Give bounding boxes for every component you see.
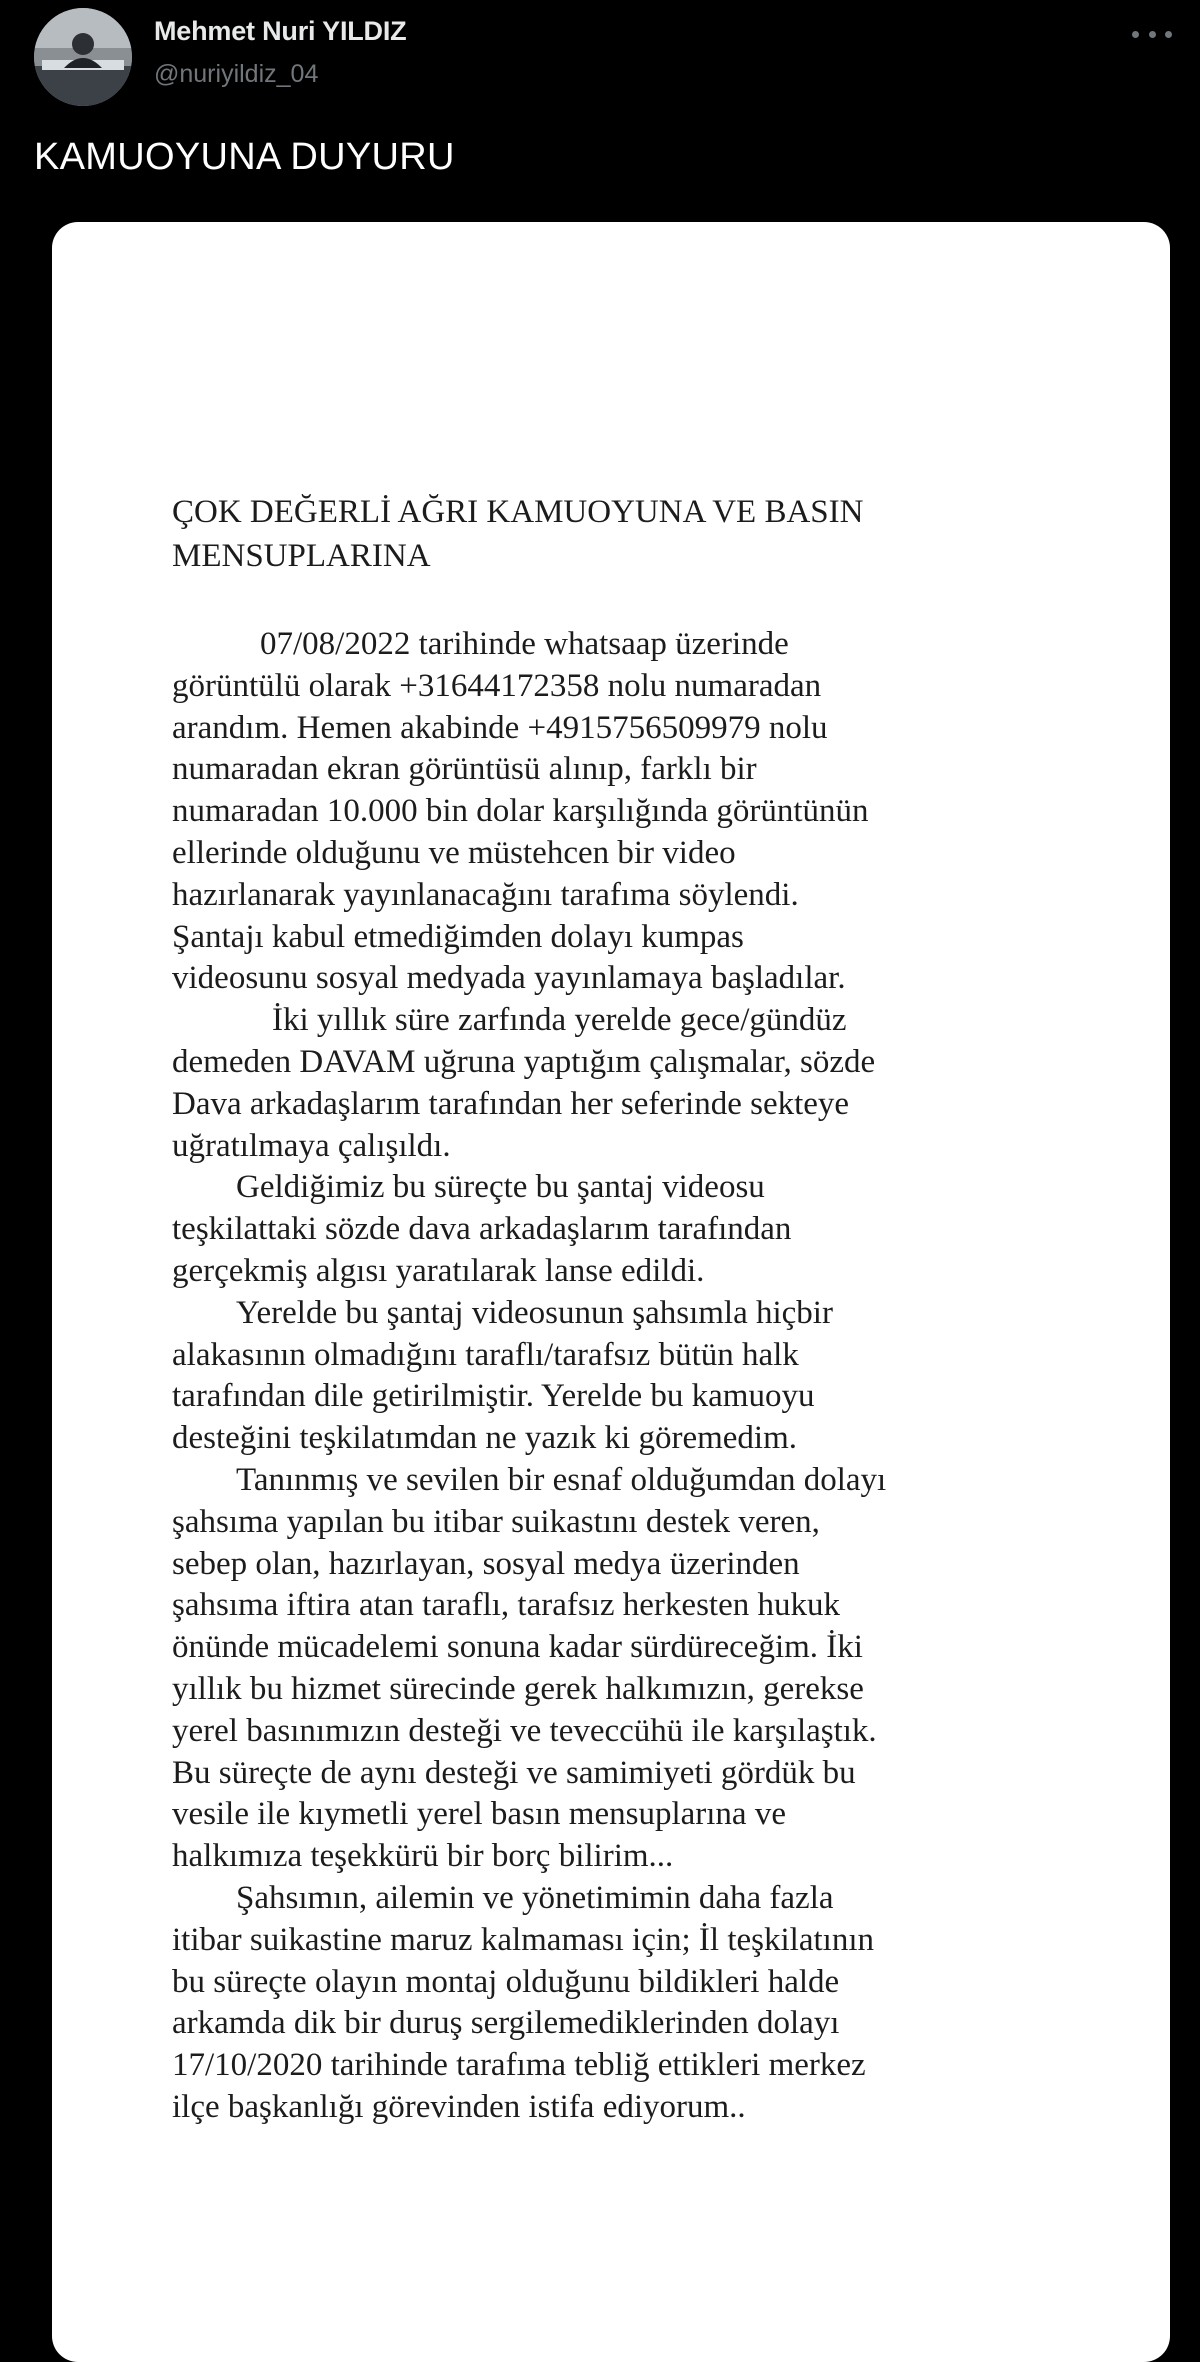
letter-line: 07/08/2022 tarihinde whatsaap üzerinde bbox=[260, 626, 789, 662]
more-options-button[interactable] bbox=[1132, 22, 1172, 46]
letter-line: önünde mücadelemi sonuna kadar sürdüreceğim. İki bbox=[172, 1629, 863, 1666]
letter-line: şahsıma iftira atan taraflı, tarafsız herkesten hukuk bbox=[172, 1587, 840, 1624]
letter-line: görüntülü olarak +31644172358 nolu numaradan bbox=[172, 667, 822, 704]
letter-line: yerel basınımızın desteği ve teveccühü ile karşılaştık. bbox=[172, 1712, 877, 1749]
letter-line: uğratılmaya çalışıldı. bbox=[172, 1127, 451, 1164]
letter-line: Bu süreçte de aynı desteği ve samimiyeti gördük bu bbox=[172, 1754, 856, 1791]
letter-heading-line: ÇOK DEĞERLİ AĞRI KAMUOYUNA VE BASIN bbox=[172, 494, 864, 530]
user-handle[interactable]: @nuriyildiz_04 bbox=[154, 60, 319, 88]
letter-line: Şahsımın, ailemin ve yönetimimin daha fazla bbox=[236, 1879, 834, 1916]
avatar-image bbox=[34, 8, 132, 106]
letter-line: Şantajı kabul etmediğimden dolayı kumpas bbox=[172, 918, 744, 955]
letter-line: sebep olan, hazırlayan, sosyal medya üzerinden bbox=[172, 1545, 800, 1582]
letter-line: yıllık bu hizmet sürecinde gerek halkımızın, gerekse bbox=[172, 1670, 864, 1707]
tweet-text: KAMUOYUNA DUYURU bbox=[34, 136, 455, 178]
letter-line: demeden DAVAM uğruna yaptığım çalışmalar, sözde bbox=[172, 1043, 876, 1080]
letter-line: arandım. Hemen akabinde +4915756509979 nolu bbox=[172, 709, 828, 746]
tweet-image[interactable] bbox=[52, 222, 1170, 2362]
letter-line: teşkilattaki sözde dava arkadaşlarım tarafından bbox=[172, 1211, 792, 1248]
letter-line: alakasının olmadığını taraflı/tarafsız bütün halk bbox=[172, 1336, 799, 1373]
letter-heading bbox=[172, 490, 1092, 578]
letter-line: desteğini teşkilatımdan ne yazık ki göremedim. bbox=[172, 1420, 798, 1457]
letter-heading-line: MENSUPLARINA bbox=[172, 538, 431, 574]
more-horizontal-icon-dot bbox=[1165, 31, 1172, 38]
letter-line: numaradan 10.000 bin dolar karşılığında görüntünün bbox=[172, 793, 869, 830]
letter-line: ilçe başkanlığı görevinden istifa ediyorum.. bbox=[172, 2088, 746, 2125]
letter-line: itibar suikastine maruz kalmaması için; İl teşkilatının bbox=[172, 1921, 874, 1958]
letter-body bbox=[172, 624, 1092, 2129]
more-horizontal-icon-dot bbox=[1149, 31, 1156, 38]
letter-line: arkamda dik bir duruş sergilemediklerinden dolayı bbox=[172, 2005, 840, 2042]
letter-line: videosunu sosyal medyada yayınlamaya başladılar. bbox=[172, 960, 846, 997]
letter-line: bu süreçte olayın montaj olduğunu bildikleri halde bbox=[172, 1963, 840, 2000]
letter-line: hazırlanarak yayınlanacağını tarafıma söylendi. bbox=[172, 876, 799, 913]
letter-line: vesile ile kıymetli yerel basın mensuplarına ve bbox=[172, 1796, 786, 1833]
letter-line: Dava arkadaşlarım tarafından her seferinde sekteye bbox=[172, 1085, 850, 1122]
letter-line: gerçekmiş algısı yaratılarak lanse edildi. bbox=[172, 1252, 705, 1289]
avatar[interactable] bbox=[34, 8, 132, 106]
tweet-header bbox=[0, 0, 1200, 110]
letter-line: Yerelde bu şantaj videosunun şahsımla hiçbir bbox=[236, 1294, 833, 1331]
letter-line: İki yıllık süre zarfında yerelde gece/gündüz bbox=[272, 1002, 847, 1039]
more-horizontal-icon bbox=[1132, 31, 1139, 38]
letter-line: halkımıza teşekkürü bir borç bilirim... bbox=[172, 1838, 674, 1875]
letter-document bbox=[172, 490, 1092, 2129]
letter-line: Tanınmış ve sevilen bir esnaf olduğumdan dolayı bbox=[236, 1461, 887, 1498]
letter-line: şahsıma yapılan bu itibar suikastını destek veren, bbox=[172, 1503, 820, 1540]
letter-line: Geldiğimiz bu süreçte bu şantaj videosu bbox=[236, 1169, 765, 1206]
letter-line: ellerinde olduğunu ve müstehcen bir video bbox=[172, 834, 736, 871]
letter-line: numaradan ekran görüntüsü alınıp, farklı bir bbox=[172, 751, 757, 788]
display-name[interactable]: Mehmet Nuri YILDIZ bbox=[154, 16, 407, 46]
letter-line: 17/10/2020 tarihinde tarafıma tebliğ ettikleri merkez bbox=[172, 2047, 866, 2084]
letter-line: tarafından dile getirilmiştir. Yerelde bu kamuoyu bbox=[172, 1378, 815, 1415]
